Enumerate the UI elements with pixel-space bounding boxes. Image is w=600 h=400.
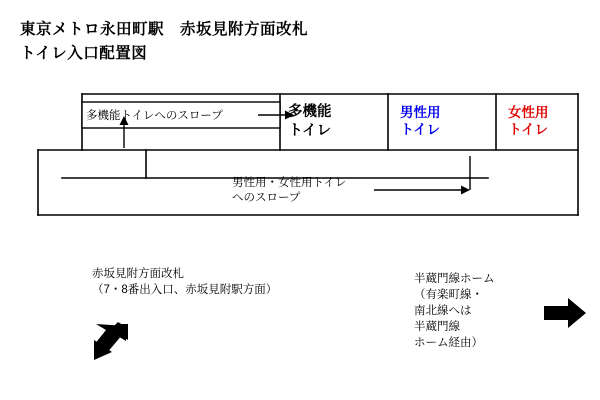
exit-left-line-1: 赤坂見附方面改札 <box>92 268 184 280</box>
room-label-mens-toilet <box>400 104 441 138</box>
exit-right-line-3: 南北線へは <box>414 305 472 317</box>
room-label-line-1: 女性用 <box>508 105 549 120</box>
room-label-line-1: 多機能 <box>288 104 332 120</box>
arrow-right-icon <box>544 296 588 330</box>
room-label-line-2: トイレ <box>400 122 441 137</box>
room-label-womens-toilet <box>508 104 549 138</box>
arrow-down-left-icon <box>92 322 132 362</box>
title-line-2: トイレ入口配置図 <box>20 45 148 62</box>
exit-right-line-4: 半蔵門線 <box>414 321 460 333</box>
exit-left-line-2: （7・8番出入口、赤坂見附駅方面） <box>92 284 278 296</box>
page-title <box>20 18 540 66</box>
slope-label-line-2: へのスロープ <box>232 192 301 204</box>
slope-label-mens-womens <box>232 176 346 206</box>
slope-label-multipurpose: 多機能トイレへのスロープ <box>86 110 223 122</box>
slope-label-line-1: 男性用・女性用トイレ <box>232 177 347 189</box>
room-label-line-1: 男性用 <box>400 105 441 120</box>
exit-label-hanzomon-platform <box>414 271 495 351</box>
room-label-line-2: トイレ <box>508 122 549 137</box>
room-label-multipurpose-toilet <box>288 103 332 141</box>
title-line-1: 東京メトロ永田町駅 赤坂見附方面改札 <box>20 21 309 38</box>
exit-right-line-1: 半蔵門線ホーム <box>414 273 495 285</box>
room-label-line-2: トイレ <box>288 123 332 139</box>
exit-right-line-5: ホーム経由） <box>414 337 483 349</box>
exit-label-ticket-gate <box>92 266 277 298</box>
exit-right-line-2: （有楽町線・ <box>414 289 483 301</box>
